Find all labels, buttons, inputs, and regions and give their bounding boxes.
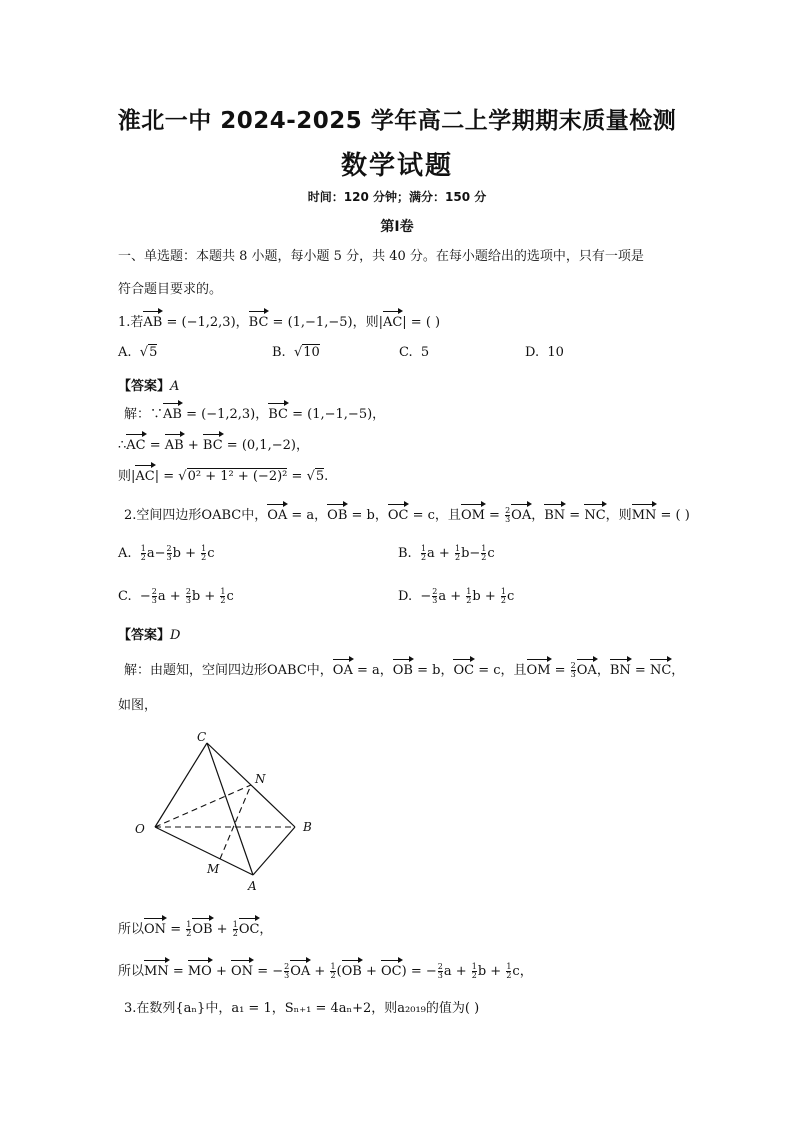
frac-num: 1 [481,544,487,553]
q1-option-c-label: C. [399,345,413,360]
q2-stem-text: 空间四边形OABC中， [136,508,268,523]
q1-option-b-value: 10 [303,345,320,360]
q1-sol3-result: 5 [315,469,325,484]
vertex-label-b: B [303,820,312,834]
point-label-m: M [207,862,220,876]
vector-om: OM [526,663,551,678]
vector-ob: OB [392,663,413,678]
vector-bc: BC [268,407,288,422]
frac-half [472,963,477,980]
frac-den: 2 [500,596,506,605]
q2-solution-line1: 解：由题知，空间四边形OABC中，OA = a，OB = b，OC = c，且OM = $\frac{2}{3}$ OA，BN = NC， [124,661,685,679]
q2-solution-on: 所以ON = $\frac{1}{2}$ OB + $\frac{1}{2}$ OC， [118,920,273,938]
frac-num: 2 [570,661,576,670]
frac-den: 2 [220,596,226,605]
frac-den: 3 [437,971,443,980]
sqrt-sign-icon: √ [178,469,187,484]
vector-oc: OC [387,508,409,523]
q1-sol3-root: 0² + 1² + (−2)² [187,469,288,484]
frac-den: 2 [420,553,427,562]
frac-den: 2 [201,553,207,562]
question-2-stem: 2.空间四边形OABC中，OA = a，OB = b，OC = c，且OM = $\frac{2}{3}$ OA，BN = NC，则MN = ( ) [124,506,690,524]
q1-option-a [118,345,157,360]
vector-on: ON [231,964,254,979]
frac-half [501,588,506,605]
q3-prefix: 3.在数列{aₙ}中， [124,1001,232,1016]
q1-option-c-value: 5 [420,345,430,360]
frac-two-thirds [284,963,289,980]
vector-bn: BN [544,508,566,523]
frac-den: 3 [284,971,290,980]
point-label-n: N [255,772,266,786]
q2-so1-prefix: 所以 [118,922,145,937]
frac-half [421,545,426,562]
frac-den: 2 [330,971,336,980]
section-intro-line2: 符合题目要求的。 [118,282,223,297]
frac-num: 1 [420,544,427,553]
q1-solution-line3 [118,468,328,486]
vector-bc: BC [202,438,223,453]
frac-den: 3 [166,553,172,562]
sqrt-sign-icon: √ [139,345,149,360]
q2-sol-eq-b: = b， [412,663,454,678]
q1-solution-line1 [124,406,385,424]
vector-oa: OA [576,663,597,678]
vector-on: ON [144,922,167,937]
frac-half [330,963,335,980]
frac-half [233,921,238,938]
q2-sol-eq-c: = c，且 [474,663,527,678]
vector-ob: OB [327,508,348,523]
frac-half [455,545,460,562]
q3-a1: a₁ = 1， [231,1001,285,1016]
q1-sol3-end: . [324,469,329,484]
sqrt-sign-icon: √ [293,345,303,360]
frac-num: 1 [186,920,192,929]
frac-num: 1 [330,962,336,971]
frac-num: 1 [454,544,461,553]
vector-oc: OC [453,663,475,678]
exam-meta: 时间：120 分钟；满分：150 分 [307,190,487,204]
frac-num: 1 [471,962,477,971]
vector-bn: BN [609,663,631,678]
frac-den: 2 [140,553,146,562]
q1-option-b [272,345,320,360]
section-intro-line1: 一、单选题：本题共 8 小题，每小题 5 分，共 40 分。在每小题给出的选项中，只有一项是 [118,249,644,264]
frac-half [186,921,191,938]
q2-option-c: C. − $\frac{2}{3}$ a + $\frac{2}{3}$ b + $\frac{1}{2}$ c [118,587,234,605]
q2-then: ，则 [605,508,632,523]
q1-option-b-label: B. [272,345,286,360]
frac-num: 2 [284,962,290,971]
q1-sol3-prefix: 则| [118,469,136,484]
frac-two-thirds [432,588,437,605]
vector-oc: OC [238,922,260,937]
frac-num: 2 [185,587,191,596]
q3-ask: 则a₂₀₁₉的值为( ) [384,1001,480,1016]
frac-num: 1 [220,587,226,596]
q2-sol-eq-a: = a， [352,663,393,678]
vector-om: OM [460,508,485,523]
frac-den: 3 [570,670,576,679]
edge-ba [253,827,295,875]
q1-sol2-tail: = (0,1,−2)， [222,438,309,453]
subject-title: 数学试题 [340,151,453,181]
vector-ac: AC [382,315,403,330]
q2-eq-c: = c，且 [408,508,461,523]
vector-oc: OC [381,964,402,979]
q1-sol3-eq: = [287,469,307,484]
q2-sol-prefix: 解：由题知，空间四边形OABC中， [124,663,333,678]
q1-sol1-tail: = (1,−1,−5)， [288,407,386,422]
q1-option-d-value: 10 [547,345,564,360]
q2-option-d: D. − $\frac{2}{3}$ a + $\frac{1}{2}$ b + $\frac{1}{2}$ c [398,587,515,605]
frac-den: 2 [186,929,192,938]
frac-two-thirds [438,963,443,980]
frac-half [220,588,225,605]
frac-num: 1 [201,544,207,553]
frac-den: 2 [506,971,512,980]
q1-sol2-plus: + [183,438,203,453]
answer-tag: 【答案】 [118,628,171,643]
frac-den: 3 [432,596,438,605]
question-1-stem [118,314,440,332]
frac-num: 1 [232,920,238,929]
frac-num: 2 [505,506,511,515]
q1-sol2-eq: = [145,438,165,453]
frac-den: 2 [232,929,238,938]
vertex-label-c: C [197,730,207,744]
frac-half [141,545,146,562]
q1-tail: | = ( ) [402,315,441,330]
vector-ac: AC [126,438,146,453]
q1-number: 1. [118,315,131,330]
frac-den: 2 [481,553,487,562]
q1-sol1-prefix: 解：∵ [124,407,164,422]
q1-option-d [525,345,564,360]
vector-ab: AB [163,407,182,422]
exam-title: 淮北一中 2024-2025 学年高二上学期期末质量检测 [117,108,677,134]
frac-den: 2 [454,553,461,562]
q1-sol3-mid: | = [154,469,179,484]
q1-prefix: 若 [130,315,144,330]
frac-half [201,545,206,562]
q1-ab-value: = (−1,2,3)， [162,315,249,330]
frac-half [506,963,511,980]
frac-num: 1 [140,544,146,553]
frac-two-thirds [186,588,191,605]
vector-nc: NC [584,508,606,523]
frac-half [466,588,471,605]
q1-option-a-label: A. [118,345,132,360]
q1-sol1-mid: = (−1,2,3)， [181,407,269,422]
frac-den: 3 [185,596,191,605]
frac-two-thirds [152,588,157,605]
frac-half [481,545,486,562]
vector-ob: OB [341,964,362,979]
q2-option-a-label: A. [118,546,132,561]
vector-ob: OB [192,922,213,937]
vector-mn: MN [631,508,657,523]
vector-oa: OA [511,508,532,523]
frac-num: 1 [500,587,506,596]
frac-num: 2 [151,587,157,596]
q2-option-b-label: B. [398,546,412,561]
q1-option-d-label: D. [525,345,540,360]
vector-ac: AC [135,469,155,484]
frac-num: 2 [432,587,438,596]
segment-mn [220,785,251,859]
frac-two-thirds [167,545,172,562]
q2-so2-prefix: 所以 [118,964,145,979]
vector-bc: BC [248,315,269,330]
vector-mn: MN [144,964,169,979]
frac-num: 1 [466,587,472,596]
q2-option-c-label: C. [118,589,132,604]
q2-answer-value: D [170,628,181,643]
frac-den: 2 [466,596,472,605]
vertex-label-o: O [135,822,145,836]
vector-ab: AB [143,315,163,330]
q2-solution-figure-intro: 如图， [118,698,158,713]
vector-oa: OA [267,508,288,523]
vector-nc: NC [649,663,672,678]
fraction-two-thirds [505,507,510,524]
q2-solution-mn: 所以MN = MO + ON = − $\frac{2}{3}$ OA + $\frac{1}{2}$ (OB + OC) = − $\frac{2}{3}$ a + $\frac{1}{2}$ b + $\frac{1}{2}$ c， [118,962,533,980]
frac-num: 1 [506,962,512,971]
q3-sn: Sₙ₊₁ = 4aₙ+2， [284,1001,385,1016]
q2-eq-om: = [484,508,505,523]
frac-num: 2 [437,962,443,971]
q1-sol2-prefix: ∴ [118,438,127,453]
q1-option-c [399,345,429,360]
q1-answer-value: A [170,379,180,394]
q2-option-b: B. $\frac{1}{2}$ a + $\frac{1}{2}$ b− $\frac{1}{2}$ c [398,544,495,562]
q2-blank: = ( ) [656,508,690,523]
q2-eq-b: = b， [347,508,388,523]
volume-label: 第Ⅰ卷 [380,219,414,235]
q2-option-d-label: D. [398,589,413,604]
q2-answer [118,624,180,643]
vector-oa: OA [332,663,353,678]
q2-eq-a: = a， [287,508,328,523]
question-3-stem [124,1000,479,1018]
frac-den: 3 [151,596,157,605]
q2-eq-bn: = [565,508,585,523]
fraction-two-thirds [571,662,576,679]
q1-solution-line2 [118,437,309,455]
frac-num: 2 [166,544,172,553]
q2-sol-eq-om: = [550,663,570,678]
sqrt-sign-icon: √ [306,469,315,484]
answer-tag: 【答案】 [118,379,171,394]
edge-co [155,743,207,827]
q1-option-a-value: 5 [149,345,158,360]
vertex-label-a: A [248,879,257,893]
tetrahedron-figure [125,725,325,895]
frac-den: 2 [471,971,477,980]
q2-option-a: A. $\frac{1}{2}$ a− $\frac{2}{3}$ b + $\frac{1}{2}$ c [118,544,215,562]
vector-mo: MO [187,964,212,979]
vector-oa: OA [290,964,311,979]
q2-number: 2. [124,508,137,523]
q1-bc-value: = (1,−1,−5)，则| [268,315,383,330]
vector-ab: AB [164,438,184,453]
q2-sol-eq-bn: = [630,663,650,678]
q1-answer [118,375,179,394]
frac-den: 3 [505,515,511,524]
